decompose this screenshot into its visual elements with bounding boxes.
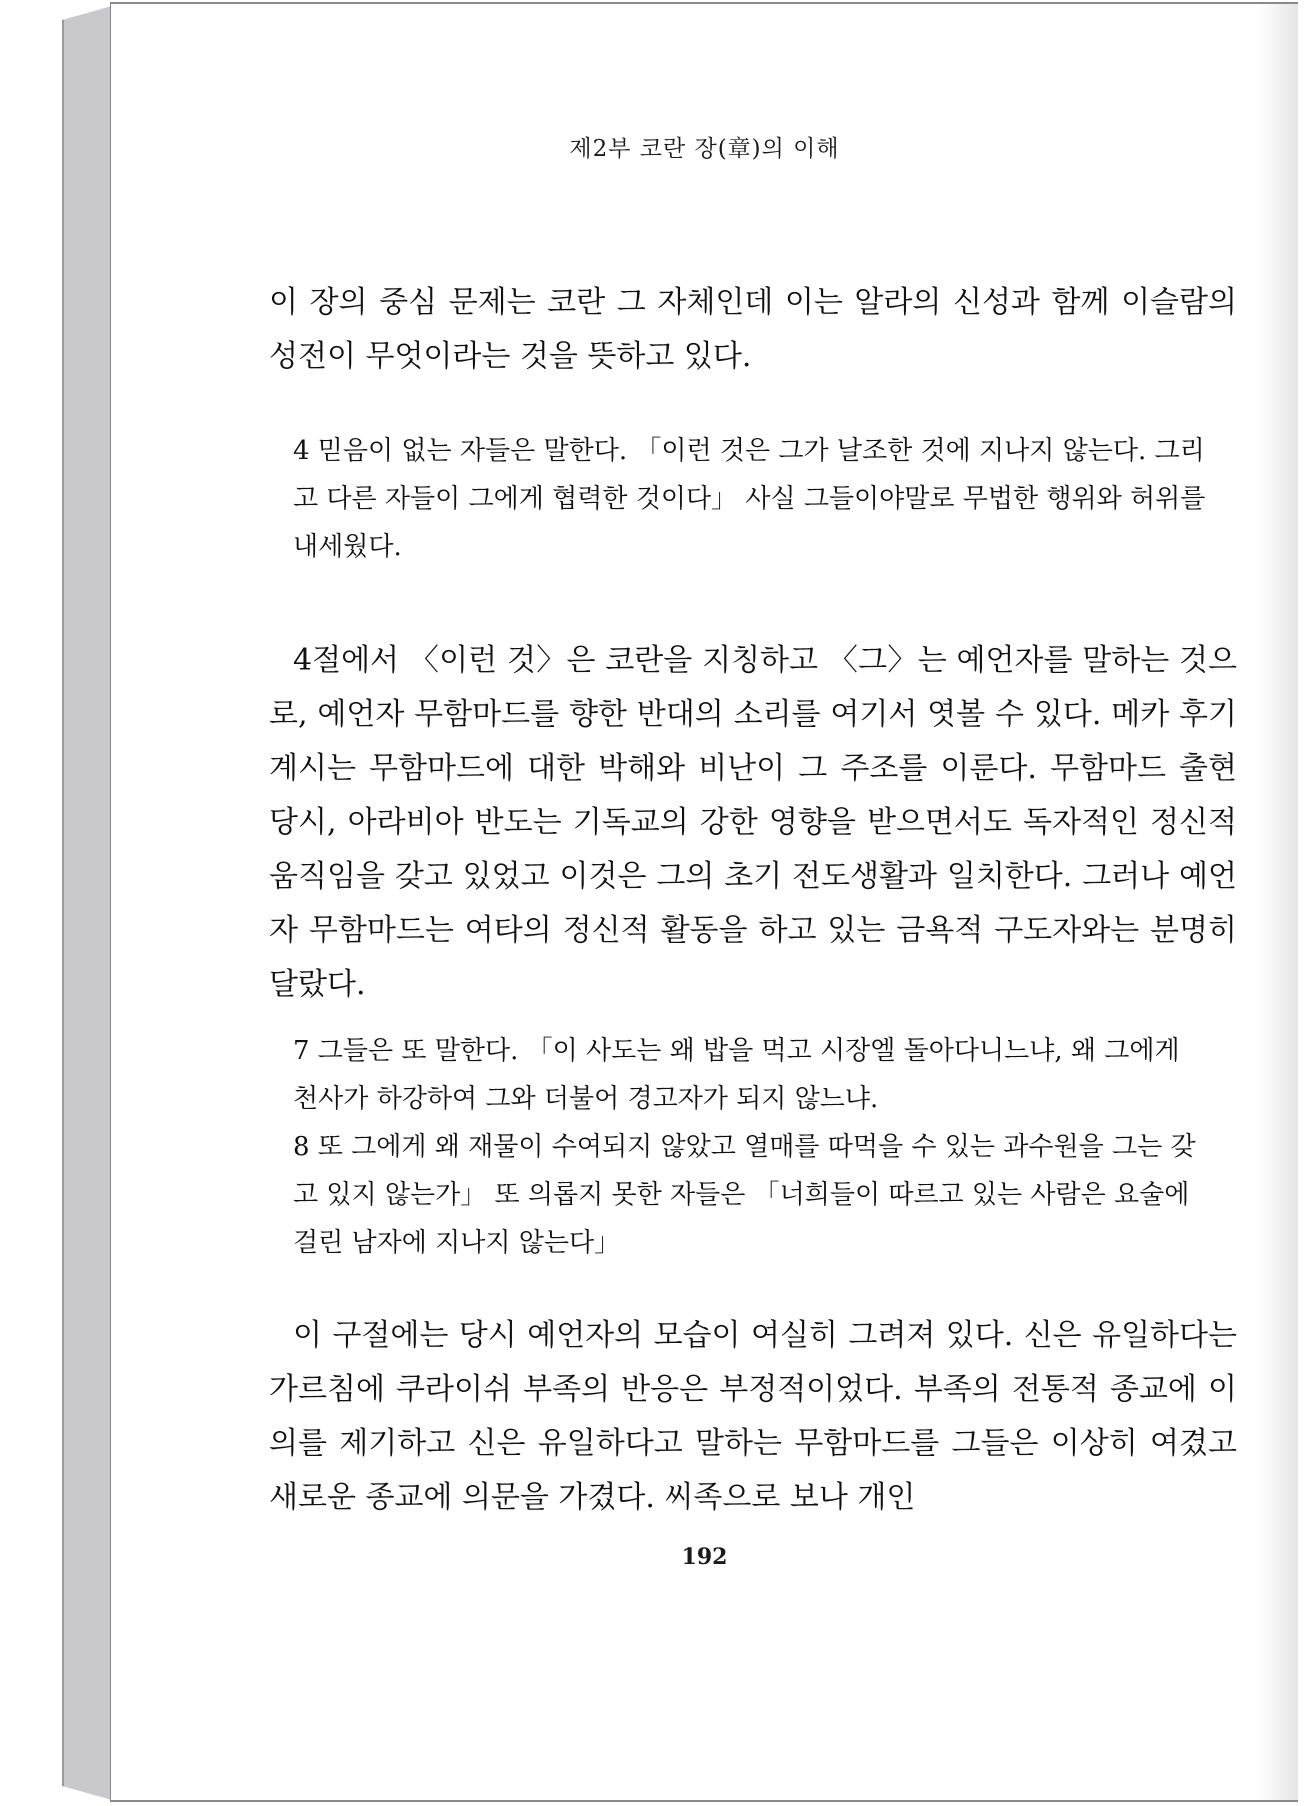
commentary-7: 이 구절에는 당시 예언자의 모습이 여실히 그려져 있다. 신은 유일하다는 가르침에 쿠라이쉬 부족의 반응은 부정적이었다. 부족의 전통적 종교에 이의를 제기하고 신은 유일하다고 말하는 무함마드를 그들은 이상히 여겼고 새로운 종교에 의문을 가겼다. 씨족으로 보나 개인 xyxy=(269,1318,1237,1515)
verse-7-8-block xyxy=(269,1027,1237,1267)
running-header: 제2부 코란 장(章)의 이해 xyxy=(569,136,840,162)
commentary-4-block xyxy=(269,634,1237,1012)
book-spine xyxy=(62,6,112,1800)
book-page xyxy=(110,2,1298,1802)
page-edge-shadow xyxy=(1258,4,1298,1800)
commentary-4: 4절에서 〈이런 것〉은 코란을 지칭하고 〈그〉는 예언자를 말하는 것으로, 예언자 무함마드를 향한 반대의 소리를 여기서 엿볼 수 있다. 메카 후기 계시는 무함마드에 대한 박해와 비난이 그 주조를 이룬다. 무함마드 출현 당시, 아라비아 반도는 기독교의 강한 영향을 받으면서도 독자적인 정신적 움직임을 갖고 있었고 이것은 그의 초기 전도생활과 일치한다. 그러나 예언자 무함마드는 여타의 정신적 활동을 하고 있는 금욕적 구도자와는 분명히 달랐다. xyxy=(269,643,1237,1002)
verse-4-block xyxy=(269,427,1237,571)
intro-paragraph: 이 장의 중심 문제는 코란 그 자체인데 이는 알라의 신성과 함께 이슬람의 성전이 무엇이라는 것을 뜻하고 있다. xyxy=(269,285,1237,374)
page-number: 192 xyxy=(681,1544,728,1570)
verse-8: 8 또 그에게 왜 재물이 수여되지 않았고 열매를 따먹을 수 있는 과수원을 그는 갖고 있지 않는가」 또 의롭지 못한 자들은 「너희들이 따르고 있는 사람은 요술에 걸린 남자에 지나지 않는다」 xyxy=(293,1132,1196,1258)
commentary-7-block xyxy=(269,1309,1237,1525)
intro-paragraph-block xyxy=(269,276,1237,384)
verse-7: 7 그들은 또 말한다. 「이 사도는 왜 밥을 먹고 시장엘 돌아다니느냐, 왜 그에게 천사가 하강하여 그와 더불어 경고자가 되지 않느냐. xyxy=(293,1036,1180,1114)
verse-4: 4 믿음이 없는 자들은 말한다. 「이런 것은 그가 날조한 것에 지나지 않는다. 그리고 다른 자들이 그에게 협력한 것이다」 사실 그들이야말로 무법한 행위와 허위를 내세웠다. xyxy=(293,436,1206,562)
